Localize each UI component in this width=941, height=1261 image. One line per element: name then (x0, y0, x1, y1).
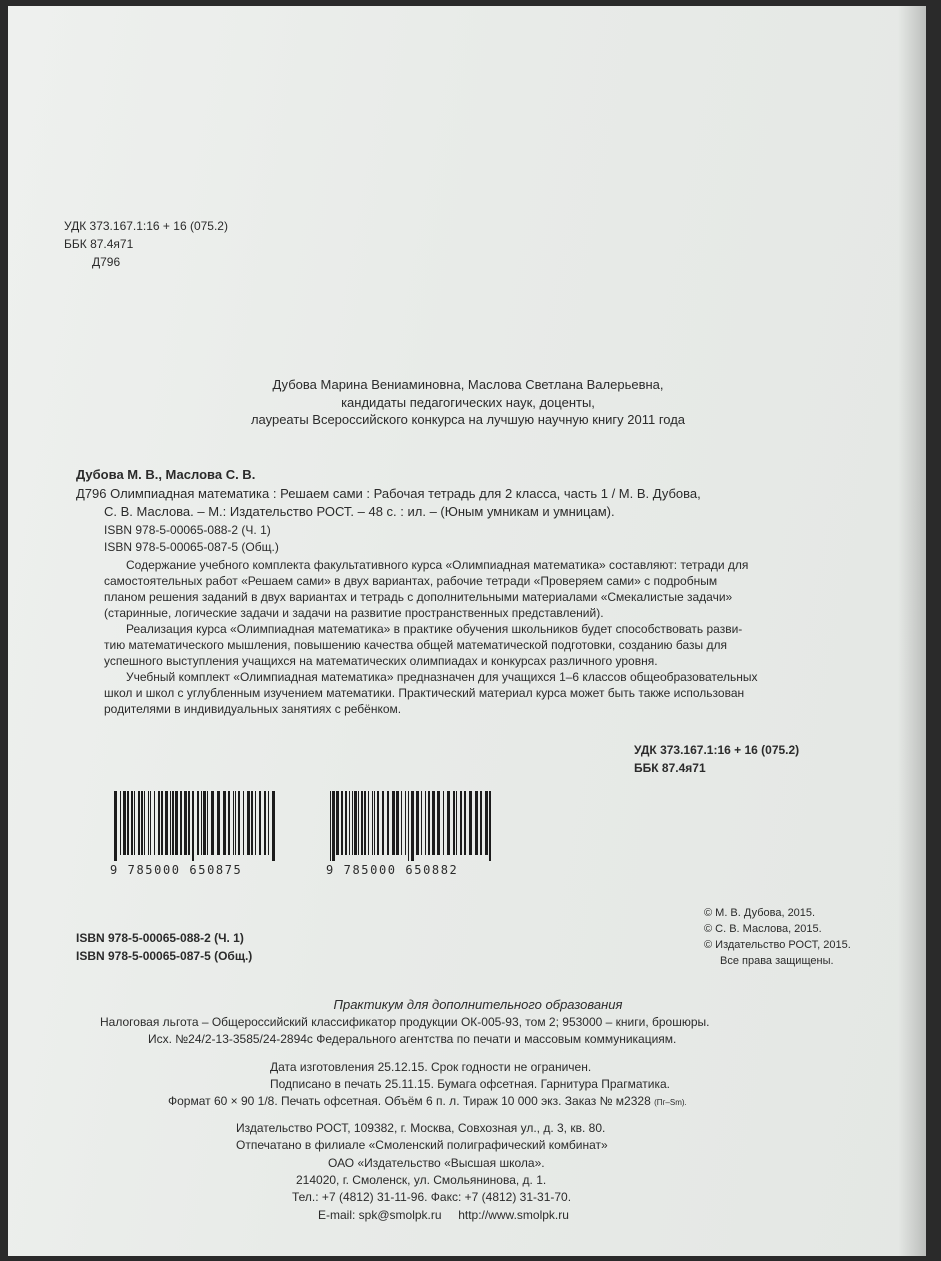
barcode-bar (460, 791, 462, 855)
printer-company: ОАО «Издательство «Высшая школа». (328, 1156, 545, 1170)
annotation-p3-l3: родителями в индивидуальных занятиях с ребёнком. (104, 702, 402, 716)
bbk-code: ББК 87.4я71 (64, 237, 134, 251)
barcode-bar (443, 791, 444, 855)
authors-degrees: кандидаты педагогических наук, доценты, (341, 395, 595, 410)
catalog-title-line: Д796 Олимпиадная математика : Решаем сами : Рабочая тетрадь для 2 класса, часть 1 / М. В. Дубова, (76, 486, 701, 501)
barcode-bar (158, 791, 160, 855)
barcode-bar (170, 791, 171, 855)
barcode-bars (110, 791, 280, 861)
barcode-bar (138, 791, 140, 855)
barcode-bar (485, 791, 488, 855)
annotation-p1-l1: Содержание учебного комплекта факультативного курса «Олимпиадная математика» составляют: тетради для (126, 558, 749, 572)
barcode-bar (361, 791, 363, 855)
barcode-general (110, 791, 280, 877)
barcode-bar (259, 791, 261, 855)
barcode-bar (144, 791, 145, 855)
printed-at: Отпечатано в филиале «Смоленский полиграфический комбинат» (236, 1138, 608, 1152)
barcode-bar (408, 791, 409, 861)
barcode-bar (425, 791, 426, 855)
manufacture-date: Дата изготовления 25.12.15. Срок годности не ограничен. (270, 1060, 592, 1074)
barcode-bar (382, 791, 384, 855)
barcode-bar (345, 791, 347, 855)
barcode-bar (150, 791, 151, 855)
barcode-bar (332, 791, 335, 861)
barcode-bar (352, 791, 353, 855)
barcode-bar (184, 791, 187, 855)
barcode-bar (238, 791, 240, 855)
barcode-bars (326, 791, 496, 861)
barcode-bar (453, 791, 455, 855)
barcode-bar (114, 791, 117, 861)
copyright-rost: © Издательство РОСТ, 2015. (704, 939, 851, 951)
barcode-bar (233, 791, 234, 855)
barcode-bar (141, 791, 143, 855)
barcode-bar (401, 791, 402, 855)
annotation-p2-l3: успешного выступления учащихся на математических олимпиадах и конкурсах различного уровня. (104, 654, 658, 668)
isbn-part-bold: ISBN 978-5-00065-088-2 (Ч. 1) (76, 931, 244, 945)
barcode-bar (364, 791, 366, 855)
barcode-bar (192, 791, 194, 861)
barcode-bar (247, 791, 250, 855)
bbk-code-bold: ББК 87.4я71 (634, 761, 706, 775)
barcode-bar (217, 791, 220, 855)
barcode-bar (251, 791, 253, 855)
barcode-bar (480, 791, 482, 855)
barcode-bar (264, 791, 266, 855)
printer-phones: Тел.: +7 (4812) 31-11-96. Факс: +7 (4812) 31-31-70. (292, 1190, 572, 1204)
barcode-bar (243, 791, 244, 855)
copyright-dubova: © М. В. Дубова, 2015. (704, 907, 816, 919)
annotation-p2-l2: тию математического мышления, повышению качества общей математической подготовки, созданию базы для (104, 638, 727, 652)
catalog-isbn-part: ISBN 978-5-00065-088-2 (Ч. 1) (104, 523, 271, 537)
barcode-bar (447, 791, 450, 855)
barcode-bar (416, 791, 419, 855)
book-page (8, 6, 926, 1256)
barcode-bar (188, 791, 190, 855)
barcode-bar (134, 791, 135, 855)
barcode-bar (161, 791, 163, 855)
tax-benefit: Налоговая льгота – Общероссийский классификатор продукции ОК-005-93, том 2; 953000 – книги, брошюры. (100, 1015, 710, 1029)
page-edge-shadow (898, 6, 926, 1256)
printer-contacts: E-mail: spk@smolpk.ru http://www.smolpk.ru (318, 1208, 569, 1222)
barcode-bar (396, 791, 399, 855)
barcode-bar (148, 791, 149, 855)
publisher-address: Издательство РОСТ, 109382, г. Москва, Совхозная ул., д. 3, кв. 80. (236, 1121, 606, 1135)
barcode-bar (223, 791, 226, 855)
annotation-p2-l1: Реализация курса «Олимпиадная математика» в практике обучения школьников будет способствовать разви- (126, 622, 743, 636)
tax-reference: Исх. №24/2-13-3585/24-2894с Федерального агентства по печати и массовым коммуникациям. (148, 1032, 677, 1046)
barcode-bar (405, 791, 406, 855)
barcode-bar (411, 791, 414, 861)
barcode-bar (255, 791, 256, 855)
barcode-bar (368, 791, 369, 855)
catalog-publisher-line: С. В. Маслова. – М.: Издательство РОСТ. – 48 с. : ил. – (Юным умникам и умницам). (104, 504, 615, 519)
barcode-bar (475, 791, 478, 855)
author-code: Д796 (92, 255, 121, 269)
copyright-maslova: © С. В. Маслова, 2015. (704, 923, 822, 935)
udk-code-bold: УДК 373.167.1:16 + 16 (075.2) (634, 743, 800, 757)
barcode-bar (372, 791, 373, 855)
barcode-bar (154, 791, 155, 855)
barcode-bar (175, 791, 178, 855)
barcode-bar (489, 791, 491, 861)
practicum-title: Практикум для дополнительного образования (333, 997, 623, 1012)
barcode-part1 (326, 791, 496, 877)
isbn-general-bold: ISBN 978-5-00065-087-5 (Общ.) (76, 949, 253, 963)
barcode-bar (165, 791, 168, 855)
barcode-bar (207, 791, 208, 855)
barcode-bar (354, 791, 357, 855)
barcode-bar (349, 791, 350, 855)
barcode-bar (180, 791, 182, 855)
barcode-bar (131, 791, 133, 855)
annotation-p1-l4: (старинные, логические задачи и задачи на развитие пространственных представлений). (104, 606, 604, 620)
barcode-part1-digits: 9 785000 650882 (326, 863, 459, 877)
signed-to-print: Подписано в печать 25.11.15. Бумага офсетная. Гарнитура Прагматика. (270, 1077, 670, 1091)
barcode-bar (456, 791, 457, 855)
barcode-bar (120, 791, 121, 855)
barcode-bar (197, 791, 199, 855)
barcode-bar (127, 791, 129, 855)
barcode-bar (358, 791, 359, 855)
annotation-p3-l1: Учебный комплект «Олимпиадная математика» предназначен для учащихся 1–6 классов общеобразовательных (126, 670, 758, 684)
barcode-bar (377, 791, 379, 855)
print-format-suffix: (Пг–Sm). (654, 1098, 687, 1107)
barcode-bar (228, 791, 230, 855)
barcode-bar (374, 791, 375, 855)
catalog-isbn-general: ISBN 978-5-00065-087-5 (Общ.) (104, 540, 279, 554)
printer-address: 214020, г. Смоленск, ул. Смольянинова, д. 1. (296, 1173, 547, 1187)
udk-code: УДК 373.167.1:16 + 16 (075.2) (64, 219, 228, 233)
barcode-bar (392, 791, 395, 855)
authors-names: Дубова Марина Вениаминовна, Маслова Светлана Валерьевна, (272, 377, 664, 392)
barcode-bar (330, 791, 331, 861)
catalog-heading: Дубова М. В., Маслова С. В. (76, 467, 256, 482)
barcode-bar (341, 791, 343, 855)
print-format (168, 1093, 687, 1111)
all-rights-reserved: Все права защищены. (720, 955, 834, 967)
barcode-bar (336, 791, 339, 855)
annotation (104, 557, 866, 717)
barcode-bar (203, 791, 206, 855)
barcode-bar (421, 791, 422, 855)
barcode-bar (437, 791, 440, 855)
barcode-bar (428, 791, 430, 855)
print-format-text: Формат 60 × 90 1/8. Печать офсетная. Объём 6 п. л. Тираж 10 000 экз. Заказ № м2328 (168, 1094, 651, 1108)
barcode-bar (469, 791, 472, 855)
barcode-bar (268, 791, 269, 855)
barcode-bar (272, 791, 275, 861)
barcode-bar (432, 791, 435, 855)
barcode-bar (201, 791, 202, 855)
barcode-general-digits: 9 785000 650875 (110, 863, 243, 877)
barcode-bar (464, 791, 466, 855)
barcode-bar (387, 791, 389, 855)
annotation-p3-l2: школ и школ с углубленным изучением математики. Практический материал курса может быть также использован (104, 686, 745, 700)
authors-laureates: лауреаты Всероссийского конкурса на лучшую научную книгу 2011 года (250, 412, 686, 427)
annotation-p1-l3: планом решения заданий в двух вариантах и тетрадь с дополнительными материалами «Смекалистые задачи» (104, 590, 733, 604)
barcode-bar (172, 791, 174, 855)
annotation-p1-l2: самостоятельных работ «Решаем сами» в двух вариантах, рабочие тетради «Проверяем сами» с подробным (104, 574, 718, 588)
barcode-bar (235, 791, 236, 855)
barcode-bar (211, 791, 214, 855)
barcode-bar (123, 791, 126, 855)
